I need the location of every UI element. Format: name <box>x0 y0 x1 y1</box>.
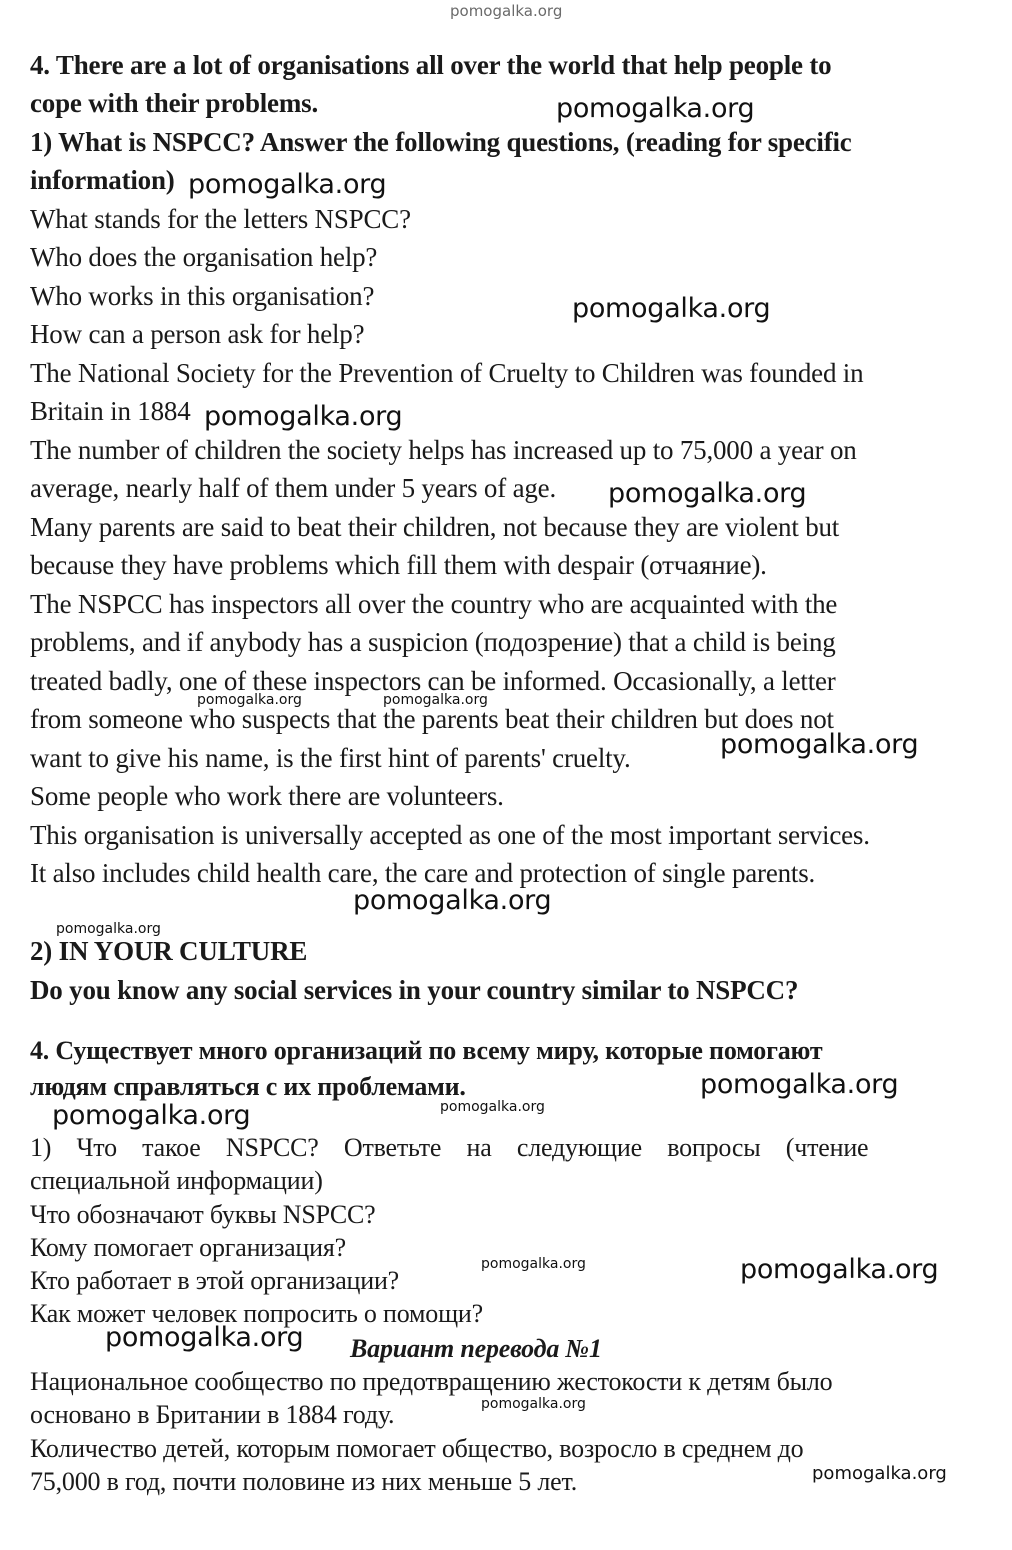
text-line: from someone who suspects that the parents beat their children but does not <box>30 704 834 734</box>
text-line: Many parents are said to beat their children, not because they are violent but <box>30 512 840 542</box>
ru-text-line: основано в Британии в 1884 году. <box>30 1400 395 1429</box>
text-line: It also includes child health care, the care and protection of single parents. <box>30 858 816 888</box>
text-line: The number of children the society helps has increased up to 75,000 a year on <box>30 435 857 465</box>
ru-task-heading-line-1: 4. Существует много организаций по всему миру, которые помогают <box>30 1036 823 1065</box>
question-1-heading-line-1: 1) What is NSPCC? Answer the following questions, (reading for specific <box>30 127 852 157</box>
watermark: pomogalka.org <box>204 401 403 432</box>
text-line: average, nearly half of them under 5 years of age. <box>30 473 556 503</box>
ru-question-1-text: 1) Что такое NSPCC? Ответьте на следующие вопросы (чтение <box>30 1133 869 1162</box>
ru-question-item: Как может человек попросить о помощи? <box>30 1299 483 1328</box>
ru-text-line: 75,000 в год, почти половине из них меньше 5 лет. <box>30 1467 578 1496</box>
ru-task-heading-line-2: людям справляться с их проблемами. <box>30 1072 466 1101</box>
text-line: The National Society for the Prevention of Cruelty to Children was founded in <box>30 358 864 388</box>
watermark: pomogalka.org <box>481 1256 586 1272</box>
translation-variant-title: Вариант перевода №1 <box>350 1334 602 1363</box>
text-line: because they have problems which fill them with despair (отчаяние). <box>30 550 767 580</box>
watermark: pomogalka.org <box>383 692 488 708</box>
text-line: Britain in 1884 <box>30 396 191 426</box>
text-line: problems, and if anybody has a suspicion (подозрение) that a child is being <box>30 627 836 657</box>
culture-heading: 2) IN YOUR CULTURE <box>30 936 308 966</box>
watermark: pomogalka.org <box>572 293 771 324</box>
ru-text-line: Количество детей, которым помогает общество, возросло в среднем до <box>30 1434 804 1463</box>
ru-question-1-line-1 <box>30 1131 958 1164</box>
watermark: pomogalka.org <box>353 885 552 916</box>
text-line: Some people who work there are volunteers. <box>30 781 504 811</box>
watermark: pomogalka.org <box>740 1254 939 1285</box>
culture-question: Do you know any social services in your country similar to NSPCC? <box>30 975 799 1005</box>
watermark: pomogalka.org <box>105 1322 304 1353</box>
question-item: Who works in this organisation? <box>30 281 375 311</box>
question-1-heading-line-2: information) <box>30 165 175 195</box>
watermark: pomogalka.org <box>481 1396 586 1412</box>
watermark: pomogalka.org <box>720 729 919 760</box>
watermark: pomogalka.org <box>56 921 161 937</box>
watermark: pomogalka.org <box>440 1099 545 1115</box>
text-line: This organisation is universally accepted as one of the most important services. <box>30 820 870 850</box>
watermark: pomogalka.org <box>52 1100 251 1131</box>
watermark-top: pomogalka.org <box>450 2 563 20</box>
ru-question-item: Кому помогает организация? <box>30 1233 346 1262</box>
question-item: What stands for the letters NSPCC? <box>30 204 411 234</box>
ru-text-line: Национальное сообщество по предотвращению жестокости к детям было <box>30 1367 833 1396</box>
text-line: want to give his name, is the first hint of parents' cruelty. <box>30 743 631 773</box>
question-item: How can a person ask for help? <box>30 319 365 349</box>
question-item: Who does the organisation help? <box>30 242 378 272</box>
task-heading-line-1: 4. There are a lot of organisations all over the world that help people to <box>30 50 832 80</box>
watermark: pomogalka.org <box>197 692 302 708</box>
watermark: pomogalka.org <box>700 1069 899 1100</box>
watermark: pomogalka.org <box>812 1463 947 1484</box>
watermark: pomogalka.org <box>608 478 807 509</box>
ru-question-item: Что обозначают буквы NSPCC? <box>30 1200 376 1229</box>
text-line: treated badly, one of these inspectors can be informed. Occasionally, a letter <box>30 666 836 696</box>
watermark: pomogalka.org <box>188 169 387 200</box>
task-heading-line-2: cope with their problems. <box>30 88 318 118</box>
text-line: The NSPCC has inspectors all over the country who are acquainted with the <box>30 589 838 619</box>
watermark: pomogalka.org <box>556 93 755 124</box>
ru-question-item: Кто работает в этой организации? <box>30 1266 400 1295</box>
ru-question-1-line-2: специальной информации) <box>30 1166 323 1195</box>
